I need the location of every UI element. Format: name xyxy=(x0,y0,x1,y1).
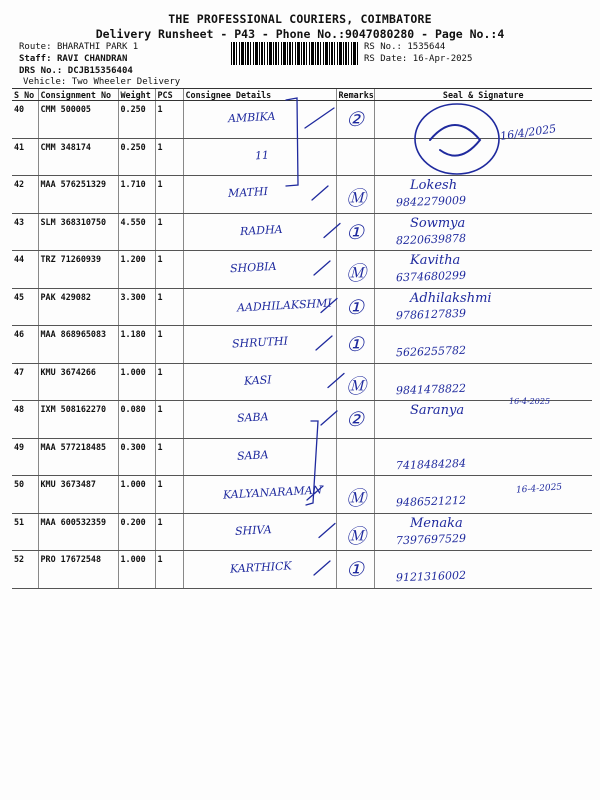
row-sno: 47 xyxy=(12,363,38,401)
row-remarks xyxy=(336,213,374,251)
row-pcs: 1 xyxy=(155,138,183,176)
table-row xyxy=(12,363,592,401)
row-remarks xyxy=(336,476,374,514)
row-sno: 50 xyxy=(12,476,38,514)
handwritten-phone: 9786127839 xyxy=(395,306,467,322)
company-name: THE PROFESSIONAL COURIERS, COIMBATORE xyxy=(168,12,432,26)
row-remarks xyxy=(336,288,374,326)
handwritten-phone: 9842279009 xyxy=(395,193,467,210)
row-weight: 1.200 xyxy=(118,251,155,289)
row-remarks xyxy=(336,513,374,551)
row-consignment: MAA 868965083 xyxy=(38,326,118,364)
handwritten-phone: 8220639878 xyxy=(395,231,467,247)
row-signature xyxy=(374,551,592,589)
row-signature xyxy=(374,288,592,326)
col-sno: S No xyxy=(12,89,38,101)
table-row xyxy=(12,176,592,214)
table-row xyxy=(12,213,592,251)
handwritten-phone: 7418484284 xyxy=(395,456,467,472)
handwritten-consignee: SHIVA xyxy=(234,522,272,538)
row-sno: 45 xyxy=(12,288,38,326)
handwritten-date: 16-4-2025 xyxy=(509,397,551,406)
col-consignment: Consignment No xyxy=(38,89,118,101)
rs-date-value: 16-Apr-2025 xyxy=(412,54,473,64)
table-row xyxy=(12,326,592,364)
handwritten-consignee: SABA xyxy=(236,410,269,425)
drs-value: DCJB15356404 xyxy=(67,66,133,76)
handwritten-consignee: RADHA xyxy=(239,222,283,238)
row-pcs: 1 xyxy=(155,363,183,401)
row-weight: 3.300 xyxy=(118,288,155,326)
handwritten-remark: ① xyxy=(346,557,364,581)
row-weight: 4.550 xyxy=(118,213,155,251)
row-consignment: MAA 600532359 xyxy=(38,513,118,551)
row-consignment: CMM 500005 xyxy=(38,101,118,139)
route-line xyxy=(19,41,138,53)
handwritten-signature: Adhilakshmi xyxy=(410,290,492,306)
col-pcs: PCS xyxy=(155,89,183,101)
handwritten-remark: ① xyxy=(346,219,364,244)
col-consignee: Consignee Details xyxy=(183,89,336,101)
staff-value: RAVI CHANDRAN xyxy=(56,54,128,64)
handwritten-phone: 9486521212 xyxy=(395,493,467,510)
handwritten-phone: 5626255782 xyxy=(395,343,467,360)
row-consignment: KMU 3673487 xyxy=(38,476,118,514)
handwritten-remark: ① xyxy=(346,332,364,356)
col-signature: Seal & Signature xyxy=(374,89,592,101)
row-consignee xyxy=(183,101,336,139)
row-sno: 52 xyxy=(12,551,38,589)
row-consignment: IXM 508162270 xyxy=(38,401,118,439)
row-signature xyxy=(374,101,592,139)
handwritten-signature: Saranya xyxy=(410,403,465,418)
handwritten-phone: 9121316002 xyxy=(395,568,467,585)
handwritten-signature: Sowmya xyxy=(410,215,466,231)
rs-no-label: RS No.: xyxy=(364,42,402,52)
row-signature xyxy=(374,438,592,476)
table-row xyxy=(12,438,592,476)
row-sno: 51 xyxy=(12,513,38,551)
row-signature xyxy=(374,513,592,551)
row-pcs: 1 xyxy=(155,101,183,139)
row-remarks xyxy=(336,363,374,401)
runsheet-table xyxy=(12,88,592,589)
row-weight: 1.000 xyxy=(118,363,155,401)
handwritten-consignee: SHOBIA xyxy=(229,259,277,276)
table-row xyxy=(12,138,592,176)
row-consignment: KMU 3674266 xyxy=(38,363,118,401)
row-pcs: 1 xyxy=(155,513,183,551)
row-consignment: SLM 368310750 xyxy=(38,213,118,251)
row-sno: 40 xyxy=(12,101,38,139)
row-remarks xyxy=(336,551,374,589)
row-consignee xyxy=(183,438,336,476)
row-remarks xyxy=(336,138,374,176)
table-row xyxy=(12,101,592,139)
row-consignment: MAA 577218485 xyxy=(38,438,118,476)
table-header-row xyxy=(12,89,592,101)
table-row xyxy=(12,513,592,551)
handwritten-phone: 7397697529 xyxy=(395,531,467,547)
vehicle-line xyxy=(23,76,180,88)
row-signature xyxy=(374,476,592,514)
row-pcs: 1 xyxy=(155,476,183,514)
handwritten-remark: ② xyxy=(346,107,364,131)
handwritten-remark: ① xyxy=(346,294,364,319)
row-consignee xyxy=(183,551,336,589)
handwritten-consignee: AADHILAKSHMI xyxy=(236,296,333,314)
row-sno: 42 xyxy=(12,176,38,214)
handwritten-consignee: MATHI xyxy=(227,184,269,201)
row-consignment: PRO 17672548 xyxy=(38,551,118,589)
handwritten-remark: Ⓜ xyxy=(346,523,366,548)
row-remarks xyxy=(336,326,374,364)
handwritten-consignee: KARTHICK xyxy=(229,559,293,576)
row-signature xyxy=(374,176,592,214)
row-consignee xyxy=(183,513,336,551)
row-pcs: 1 xyxy=(155,251,183,289)
handwritten-consignee: SABA xyxy=(236,447,269,463)
runsheet-subtitle: Delivery Runsheet - P43 - Phone No.:9047080280 - Page No.:4 xyxy=(95,27,505,41)
row-weight: 0.300 xyxy=(118,438,155,476)
handwritten-signature: Menaka xyxy=(410,515,463,531)
col-weight: Weight xyxy=(118,89,155,101)
row-sno: 41 xyxy=(12,138,38,176)
barcode xyxy=(231,42,358,65)
row-remarks xyxy=(336,401,374,439)
row-signature xyxy=(374,401,592,439)
row-consignment: MAA 576251329 xyxy=(38,176,118,214)
row-consignment: PAK 429082 xyxy=(38,288,118,326)
handwritten-consignee: KASI xyxy=(243,372,272,388)
handwritten-signature: Lokesh xyxy=(410,178,458,193)
handwritten-remark: ② xyxy=(346,407,364,431)
row-remarks xyxy=(336,101,374,139)
row-remarks xyxy=(336,251,374,289)
row-weight: 0.200 xyxy=(118,513,155,551)
col-remarks: Remarks xyxy=(336,89,374,101)
route-label: Route: xyxy=(19,42,52,52)
row-consignee xyxy=(183,476,336,514)
row-weight: 1.000 xyxy=(118,551,155,589)
table-row xyxy=(12,551,592,589)
handwritten-consignee: AMBIKA xyxy=(227,109,276,126)
row-pcs: 1 xyxy=(155,438,183,476)
staff-line xyxy=(19,53,127,65)
row-weight: 1.180 xyxy=(118,326,155,364)
handwritten-remark: Ⓜ xyxy=(346,186,366,210)
row-consignment: CMM 348174 xyxy=(38,138,118,176)
row-consignee xyxy=(183,176,336,214)
row-consignee xyxy=(183,138,336,176)
row-signature xyxy=(374,363,592,401)
table-row xyxy=(12,476,592,514)
row-pcs: 1 xyxy=(155,551,183,589)
rs-no-value: 1535644 xyxy=(407,42,446,52)
vehicle-value: Two Wheeler Delivery xyxy=(71,77,181,87)
row-signature xyxy=(374,251,592,289)
vehicle-label: Vehicle: xyxy=(23,77,67,87)
row-remarks xyxy=(336,176,374,214)
row-sno: 46 xyxy=(12,326,38,364)
row-pcs: 1 xyxy=(155,288,183,326)
handwritten-date: 16-4-2025 xyxy=(515,482,563,496)
row-sno: 44 xyxy=(12,251,38,289)
handwritten-signature: Kavitha xyxy=(410,253,461,268)
row-weight: 0.080 xyxy=(118,401,155,439)
handwritten-remark: Ⓜ xyxy=(346,486,366,510)
handwritten-phone: 6374680299 xyxy=(395,268,467,285)
row-sno: 49 xyxy=(12,438,38,476)
handwritten-consignee: 11 xyxy=(254,148,270,162)
drs-label: DRS No.: xyxy=(19,66,63,76)
rs-date-label: RS Date: xyxy=(364,54,408,64)
row-consignment: TRZ 71260939 xyxy=(38,251,118,289)
row-weight: 1.000 xyxy=(118,476,155,514)
handwritten-consignee: SHRUTHI xyxy=(231,334,289,351)
handwritten-phone: 9841478822 xyxy=(395,381,467,397)
row-weight: 0.250 xyxy=(118,101,155,139)
row-consignee xyxy=(183,251,336,289)
row-pcs: 1 xyxy=(155,176,183,214)
row-consignee xyxy=(183,363,336,401)
rs-no-line xyxy=(364,41,445,53)
row-weight: 0.250 xyxy=(118,138,155,176)
row-signature xyxy=(374,213,592,251)
handwritten-consignee: KALYANARAMAN xyxy=(222,483,323,502)
table-row xyxy=(12,401,592,439)
handwritten-date: 16/4/2025 xyxy=(499,122,558,143)
row-sno: 43 xyxy=(12,213,38,251)
row-pcs: 1 xyxy=(155,401,183,439)
rs-date-line xyxy=(364,53,472,65)
row-pcs: 1 xyxy=(155,326,183,364)
route-value: BHARATHI PARK 1 xyxy=(56,42,139,52)
row-consignee xyxy=(183,213,336,251)
handwritten-remark: Ⓜ xyxy=(346,373,366,398)
table-row xyxy=(12,288,592,326)
row-signature xyxy=(374,326,592,364)
row-consignee xyxy=(183,401,336,439)
staff-label: Staff: xyxy=(19,54,52,64)
row-sno: 48 xyxy=(12,401,38,439)
row-pcs: 1 xyxy=(155,213,183,251)
table-row xyxy=(12,251,592,289)
row-signature xyxy=(374,138,592,176)
row-consignee xyxy=(183,326,336,364)
handwritten-remark: Ⓜ xyxy=(346,261,366,285)
row-remarks xyxy=(336,438,374,476)
row-weight: 1.710 xyxy=(118,176,155,214)
row-consignee xyxy=(183,288,336,326)
